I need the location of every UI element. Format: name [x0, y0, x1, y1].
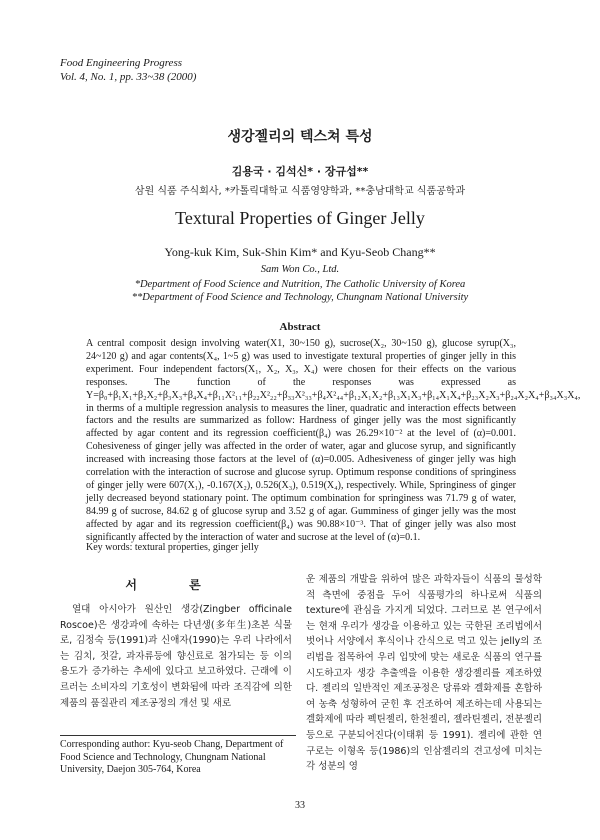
section-heading-introduction: 서 론: [125, 578, 225, 592]
authors-english: Yong-kuk Kim, Suk-Shin Kim* and Kyu-Seob Chang**: [164, 245, 436, 259]
affiliation-korean: 삼원 식품 주식회사, *카톨릭대학교 식품영양학과, **충남대학교 식품공학과: [134, 186, 466, 197]
footnote-divider: [60, 735, 296, 736]
journal-name: Food Engineering Progress: [60, 57, 183, 69]
keywords: Key words: textural properties, ginger jelly: [86, 542, 259, 553]
left-column-text: 열대 아시아가 원산인 생강(Zingber officinale Roscoe)은 생강과에 속하는 다년생(多年生)초본 식물로, 김정숙 등(1991)과 신애자(1990)는 우리 나라에서는 김치, 젓갈, 과자류등에 향신료로 첨가되는 등 이의 용도가 증가하는 추세에 있다고 보고하였다. 근래에 이르러는 소비자의 기호성이 변화됨에 따라 조직감에 의한 제품의 품질관리 제조공정의 개선 및 새로: [60, 604, 292, 709]
journal-header: [60, 56, 196, 84]
company-english: Sam Won Co., Ltd.: [260, 264, 340, 275]
affiliation-english-1: *Department of Food Science and Nutrition, The Catholic University of Korea: [134, 279, 466, 290]
right-column-text: 운 제품의 개발을 위하여 많은 과학자들이 식품의 물성학적 측면에 중점을 두어 식품평가의 하나로써 식품의 texture에 관심을 가지게 되었다. 그러므로 본 연구에서는 현재 우리가 생강을 이용하고 있는 국한된 조리법에서 벗어나 서양에서 후식이나 간식으로 먹고 있는 jelly의 조리법을 접목하여 우리 입맛에 맞는 새로운 식품의 연구를 시도하고자 생강 추출액을 이용한 생강젤리를 제조하였다. 젤리의 일반적인 제조공정은 당류와 겔화제를 혼합하여 농축 성형하여 굳힌 후 건조하여 제조하는데 사용되는 겔화제에 따라 펙틴젤리, 한천젤리, 젤라틴젤리, 전분젤리 등으로 구분되어진다(이태휘 등 1991). 젤리에 관한 연구로는 이형옥 등(1986)의 인삼젤리의 견고성에 미치는 각 성분의 영: [306, 574, 542, 773]
page-number: 33: [295, 800, 305, 811]
corresponding-author-footnote: Corresponding author: Kyu-seob Chang, Department of Food Science and Technology, Chungnam National University, Daejon 305-764, Korea: [60, 739, 284, 775]
abstract-body: [86, 338, 581, 545]
affiliation-english-2: **Department of Food Science and Technology, Chungnam National University: [131, 292, 469, 303]
left-column: [60, 602, 292, 711]
journal-volume: Vol. 4, No. 1, pp. 33~38 (2000): [60, 71, 197, 83]
abstract-text: A central composit design involving water(X1, 30~150 g), sucrose(X₂, 30~150 g), glucose syrup(X₃, 24~120 g) and agar contents(X₄, 1~5 g) was used to investigate textural properties of ginger jelly in this experiment. Four independent factors(X₁, X₂, X₃, X₄) were chosen for their effects on the various responses. The function of the responses was expressed as Y=β₀+β₁X₁+β₂X₂+β₃X₃+β₄X₄+β₁₁X²₁₁+β₂₂X²₂₂+β₃₃X²₃₃+β₄X²₄₄+β₁₂X₁X₂+β₁₃X₁X₃+β₁₄X₁X₄+β₂₃X₂X₃+β₂₄X₂X₄+β₃₄X₃X₄, in therms of a multiple regression analysis to measures the liner, quadratic and interaction effects between factors and the results are summarized as follow: Hardness of ginger jelly was the most significantly affected by agar content and its regression coefficient(β₄) was 26.29×10⁻² at the level of (α)=0.001. Cohesiveness of ginger jelly was affected in the order of water, agar and glucose syrup, and significantly increased with increasing those factors at the level of (α)=0.005. Adhesiveness of ginger jelly was high correlation with the interaction of sucrose and glucose syrup. Optimum response conditions of springiness of ginger jelly were 607(X₁), -0.167(X₂), 0.526(X₃), 0.519(X₄), respectively. While, Springiness of ginger jelly decreased beyond stationary point. The optimum combination for springiness was 71.79 g of water, 84.99 g of sucrose, 84.62 g of glucose syrup and 3.52 g of agar. Gumminess of ginger jelly was the most affected by agar and its regression coefficient(β₄) was 90.88×10⁻³. That of ginger jelly was also most significantly affected by the interaction of water and sucrose at the level of (α)=0.1.: [86, 338, 581, 543]
right-column: [306, 572, 542, 775]
title-korean: 생강젤리의 텍스쳐 특성: [227, 129, 373, 145]
title-english: Textural Properties of Ginger Jelly: [175, 208, 425, 228]
authors-korean: 김용국 · 김석신* · 장규섭**: [231, 165, 369, 178]
abstract-heading: Abstract: [279, 321, 321, 333]
